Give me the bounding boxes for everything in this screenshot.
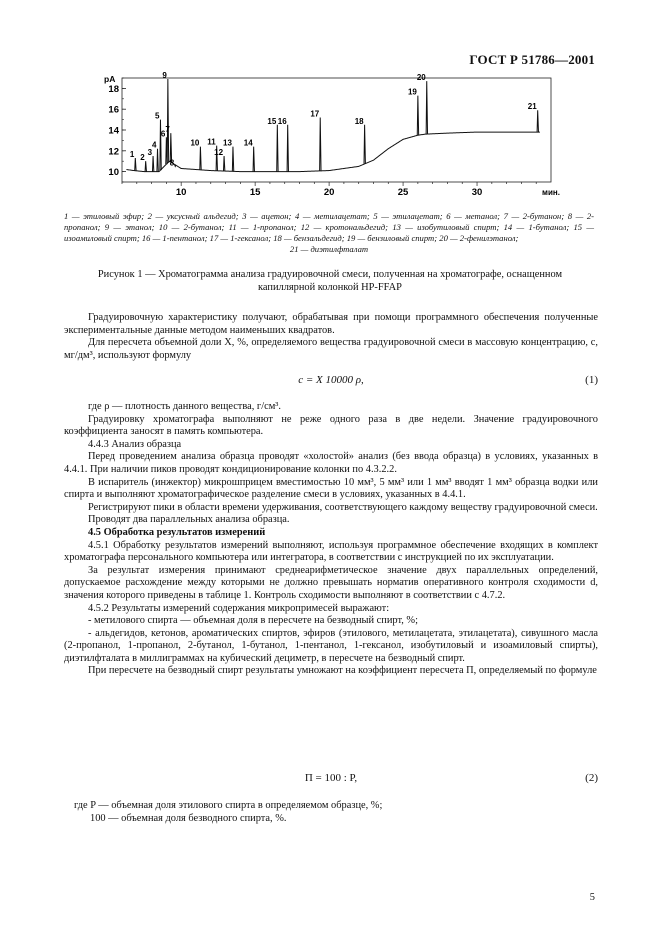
paragraph: 4.5.1 Обработку результатов измерений выполняют, используя программное обеспечение входящих в комплект хроматографа персонального компьютера или интегратора, в соответствии с инструкцией по их эксплуатации. bbox=[64, 539, 598, 564]
y-tick-label: 10 bbox=[108, 167, 119, 179]
figure-legend bbox=[64, 211, 594, 255]
peak-label-21: 21 bbox=[527, 102, 537, 112]
peak-15 bbox=[277, 125, 278, 172]
legend-item: 20 — 2-фенилэтанол; bbox=[439, 233, 519, 243]
paragraph: 4.5.2 Результаты измерений содержания микропримесей выражают: bbox=[88, 602, 390, 614]
peak-label-19: 19 bbox=[407, 87, 417, 97]
x-tick-label: 10 bbox=[175, 187, 187, 198]
paragraph: Градуировку хроматографа выполняют не реже одного раза в две недели. Значение градуировочного коэффициента заносят в память компьютера. bbox=[64, 413, 598, 438]
peak-9 bbox=[167, 79, 168, 163]
chart-trace bbox=[126, 79, 539, 172]
peak-label-5: 5 bbox=[155, 111, 160, 121]
peak-label-7: 7 bbox=[165, 125, 170, 135]
chromatogram-chart bbox=[96, 70, 566, 210]
peak-19 bbox=[417, 96, 418, 136]
legend-item: 6 — метанол; bbox=[446, 211, 504, 221]
baseline-trace bbox=[126, 132, 539, 172]
peak-label-2: 2 bbox=[140, 153, 145, 163]
subsection-heading: 4.4.3 Анализ образца bbox=[88, 438, 182, 450]
legend-item: 1 — этиловый эфир; bbox=[64, 211, 148, 221]
definition: где ρ — плотность данного вещества, г/см³. bbox=[88, 401, 281, 412]
legend-last-item: 21 — диэтилфталат bbox=[289, 244, 369, 254]
legend-item: 13 — изобутиловый спирт; bbox=[392, 222, 504, 232]
peak-18 bbox=[364, 125, 365, 164]
peak-12 bbox=[223, 156, 224, 171]
paragraph: Перед проведением анализа образца проводят «холостой» анализ (без ввода образца) в условиях, указанных в 4.4.1. При наличии пиков проводят кондиционирование колонки по 4.3.2.2. bbox=[64, 451, 598, 475]
paragraph: Проводят два параллельных анализа образца. bbox=[88, 514, 290, 526]
text-block-1 bbox=[64, 312, 598, 362]
peak-label-1: 1 bbox=[129, 150, 135, 160]
legend-item: 11 — 1-пропанол; bbox=[228, 222, 301, 232]
peak-label-16: 16 bbox=[277, 116, 287, 126]
peak-label-12: 12 bbox=[214, 148, 224, 157]
x-tick-label: 30 bbox=[471, 187, 483, 198]
document-code: ГОСТ Р 51786—2001 bbox=[469, 52, 595, 67]
legend-item: 4 — метилацетат; bbox=[294, 211, 374, 221]
x-tick-label: 25 bbox=[397, 187, 409, 198]
legend-item: 17 — 1-гексанол; bbox=[209, 233, 274, 243]
definition: где P — объемная доля этилового спирта в определяемом образце, %; bbox=[74, 800, 383, 811]
legend-item: 8 — 2-пропанол; bbox=[64, 211, 594, 232]
legend-item: 18 — бензальдегид; bbox=[273, 233, 347, 243]
x-axis-label: мин. bbox=[542, 188, 560, 197]
page-number: 5 bbox=[589, 892, 595, 903]
y-tick-label: 16 bbox=[108, 104, 119, 116]
chart-axes bbox=[104, 74, 560, 198]
peak-21 bbox=[537, 110, 538, 132]
text-block-2 bbox=[64, 401, 598, 678]
definition: 100 — объемная доля безводного спирта, %. bbox=[90, 812, 287, 824]
legend-item: 3 — ацетон; bbox=[242, 211, 295, 221]
peak-1 bbox=[135, 158, 136, 171]
paragraph: При пересчете на безводный спирт результаты умножают на коэффициент пересчета П, определяемый по формуле bbox=[88, 665, 597, 677]
peak-label-20: 20 bbox=[416, 73, 426, 83]
paragraph: В испаритель (инжектор) микрошприцем вместимостью 10 мм³, 5 мм³ или 1 мм³ вводят 1 мм³ образца водки или спирта и выполняют хроматографическое разделение смеси в условиях, указанных в 4.4.1. bbox=[64, 476, 598, 501]
peak-20 bbox=[426, 81, 427, 134]
peak-label-10: 10 bbox=[190, 138, 200, 148]
legend-item: 2 — уксусный альдегид; bbox=[147, 211, 243, 221]
y-tick-label: 14 bbox=[108, 125, 119, 137]
peak-label-9: 9 bbox=[162, 71, 167, 81]
peak-label-6: 6 bbox=[160, 129, 166, 139]
list-item: - альдегидов, кетонов, ароматических спиртов, эфиров (этилового, метилацетата, этилацетата), сивушного масла (2-пропанол, 1-пропанол, 2-бутанол, 1-бутанол, 1-пентанол, 1-гексанол, изобутиловый и изоамиловый спирты), диэтилфталата в миллиграммах на кубический дециметр, в пересчете на безводный спирт. bbox=[64, 627, 598, 664]
y-tick-label: 12 bbox=[108, 146, 119, 158]
definitions-block bbox=[64, 800, 598, 825]
peak-10 bbox=[200, 147, 201, 170]
chart-labels bbox=[130, 71, 537, 167]
peak-label-3: 3 bbox=[147, 148, 153, 157]
figure-caption bbox=[62, 268, 598, 294]
peak-label-11: 11 bbox=[207, 137, 216, 147]
legend-item: 19 — бензиловый спирт; bbox=[346, 233, 440, 243]
peak-label-17: 17 bbox=[310, 109, 320, 119]
y-tick-label: 18 bbox=[108, 83, 119, 95]
peak-16 bbox=[287, 125, 288, 172]
plot-frame bbox=[122, 78, 551, 182]
peak-4 bbox=[157, 149, 158, 172]
peak-14 bbox=[253, 147, 254, 172]
formula-2: П = 100 : P, (2) bbox=[304, 772, 598, 784]
legend-item: 9 — этанол; bbox=[104, 222, 159, 232]
y-axis-label: pA bbox=[104, 74, 116, 84]
legend-items bbox=[64, 211, 594, 243]
legend-item: 10 — 2-бутанол; bbox=[158, 222, 229, 232]
peak-label-18: 18 bbox=[354, 116, 364, 126]
peak-label-13: 13 bbox=[223, 138, 232, 148]
paragraph: Градуировочную характеристику получают, обрабатывая при помощи программного обеспечения полученные экспериментальные данные методом наименьших квадратов. bbox=[64, 312, 598, 336]
peak-label-8: 8 bbox=[169, 158, 175, 168]
formula-1: c = X 10000 ρ, (1) bbox=[298, 374, 598, 386]
legend-item: 7 — 2-бутанон; bbox=[503, 211, 568, 221]
legend-item: 16 — 1-пентанол; bbox=[141, 233, 210, 243]
peak-label-15: 15 bbox=[267, 116, 277, 126]
peak-label-4: 4 bbox=[152, 140, 157, 150]
peak-label-14: 14 bbox=[243, 138, 253, 148]
paragraph: Для пересчета объемной доли X, %, определяемого вещества градуировочной смеси в массовую концентрацию, c, мг/дм³, используют формулу bbox=[64, 337, 598, 361]
caption-line-2: капиллярной колонкой HP-FFAP bbox=[258, 282, 402, 293]
legend-item: 12 — кротональдегид; bbox=[300, 222, 393, 232]
paragraph: Регистрируют пики в области времени удерживания, соответствующего каждому веществу градуировочной смеси. bbox=[88, 501, 598, 513]
paragraph: За результат измерения принимают среднеарифметическое значение двух параллельных определений, допускаемое расхождение между которыми не должно превышать норматив оперативного контроля сходимости d, значения которого приведены в таблице 1. Контроль сходимости выполняют в соответствии с 4.7.2. bbox=[64, 564, 598, 601]
x-tick-label: 20 bbox=[323, 187, 335, 198]
peak-3 bbox=[152, 156, 153, 172]
legend-item: 5 — этилацетат; bbox=[373, 211, 447, 221]
legend-item: 14 — 1-бутанол; bbox=[503, 222, 574, 232]
list-item: - метилового спирта — объемная доля в пересчете на безводный спирт, %; bbox=[88, 615, 418, 627]
caption-line-1: Рисунок 1 — Хроматограмма анализа градуировочной смеси, полученная на хроматографе, оснащенном bbox=[97, 269, 563, 280]
x-tick-label: 15 bbox=[249, 187, 261, 198]
peak-2 bbox=[145, 161, 146, 171]
peak-13 bbox=[232, 147, 233, 172]
legend-item: 15 — изоамиловый спирт; bbox=[64, 222, 595, 243]
peak-17 bbox=[320, 118, 321, 171]
peak-5 bbox=[160, 120, 161, 171]
section-heading: 4.5 Обработка результатов измерений bbox=[88, 526, 266, 538]
